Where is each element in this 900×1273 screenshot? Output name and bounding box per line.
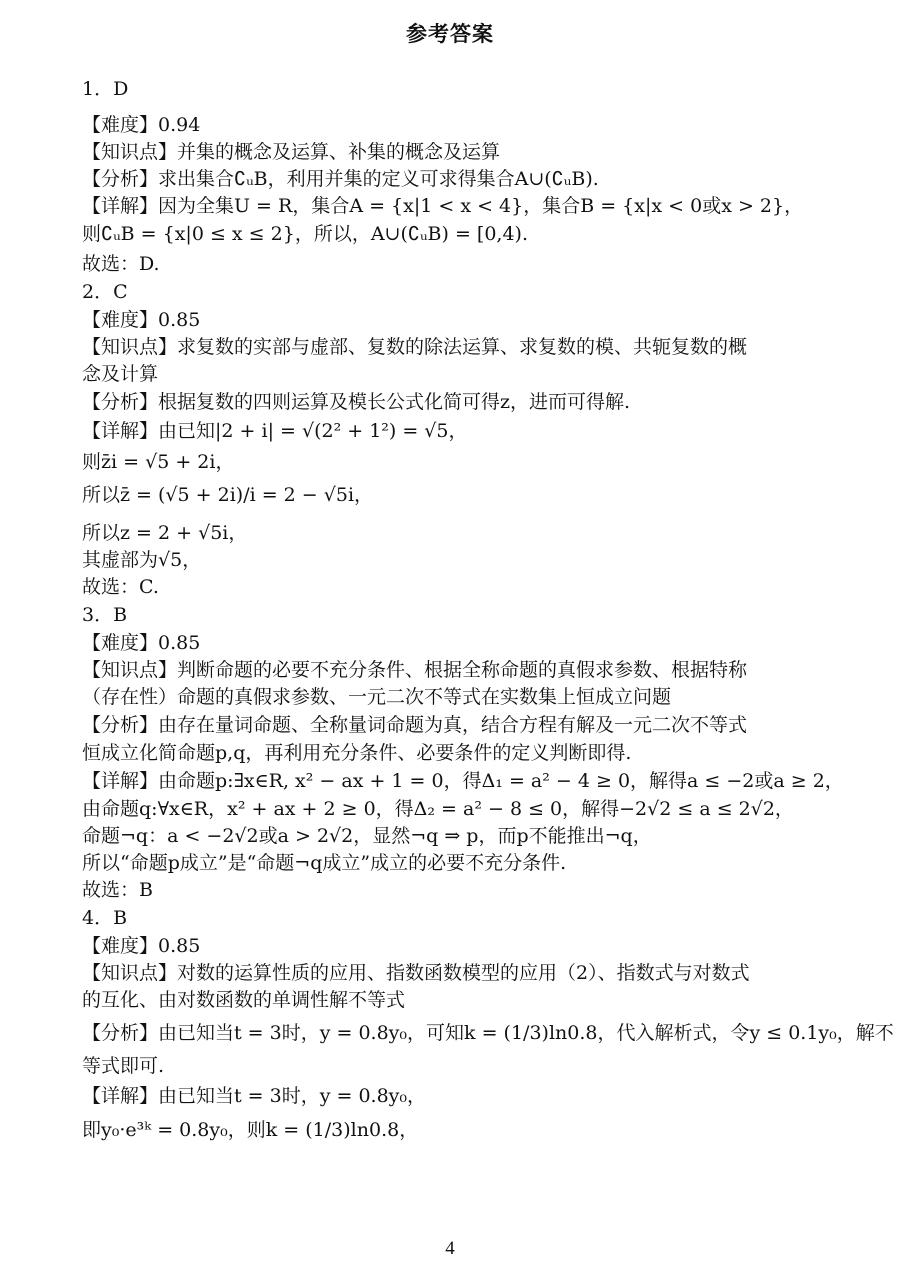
answer-3-knowledge-cont: （存在性）命题的真假求参数、一元二次不等式在实数集上恒成立问题 (82, 686, 672, 708)
answer-2-step-3: 所以z = 2 + √5i， (82, 522, 248, 544)
answer-1-detail-cont: 则∁ᵤB = {x|0 ≤ x ≤ 2}，所以，A∪(∁ᵤB) = [0,4). (82, 223, 528, 245)
answer-3-heading: 3．B (82, 604, 128, 626)
answer-3-step-3: 所以“命题p成立”是“命题¬q成立”成立的必要不充分条件. (82, 852, 567, 874)
answer-2-heading: 2．C (82, 281, 128, 303)
answer-1-heading: 1．D (82, 78, 129, 100)
answer-4-analysis-cont: 等式即可. (82, 1055, 165, 1077)
page-number: 4 (445, 1238, 455, 1259)
answer-4-step-1: 即y₀·e³ᵏ = 0.8y₀，则k = (1/3)ln0.8， (82, 1119, 419, 1141)
answer-4-difficulty: 【难度】0.85 (82, 935, 201, 957)
answer-2-choice: 故选：C. (82, 576, 159, 598)
answer-4-heading: 4．B (82, 907, 128, 929)
answer-4-knowledge-cont: 的互化、由对数函数的单调性解不等式 (82, 989, 406, 1011)
answer-2-difficulty: 【难度】0.85 (82, 309, 201, 331)
answer-2-step-2: 所以z̄ = (√5 + 2i)/i = 2 − √5i， (82, 484, 374, 506)
answer-3-choice: 故选：B (82, 879, 153, 901)
answer-3-detail: 【详解】由命题p:∃x∈R, x² − ax + 1 = 0，得Δ₁ = a² − 4 ≥ 0，解得a ≤ −2或a ≥ 2， (82, 770, 844, 792)
answer-1-knowledge: 【知识点】并集的概念及运算、补集的概念及运算 (82, 141, 501, 163)
answer-3-difficulty: 【难度】0.85 (82, 632, 201, 654)
answer-1-analysis: 【分析】求出集合∁ᵤB，利用并集的定义可求得集合A∪(∁ᵤB). (82, 168, 599, 190)
answer-1-difficulty: 【难度】0.94 (82, 114, 201, 136)
answer-4-analysis: 【分析】由已知当t = 3时，y = 0.8y₀，可知k = (1/3)ln0.8，代入解析式，令y ≤ 0.1y₀，解不 (82, 1022, 894, 1044)
answer-3-analysis-cont: 恒成立化简命题p,q，再利用充分条件、必要条件的定义判断即得. (82, 742, 632, 764)
answer-3-analysis: 【分析】由存在量词命题、全称量词命题为真，结合方程有解及一元二次不等式 (82, 714, 748, 736)
answer-2-detail: 【详解】由已知|2 + i| = √(2² + 1²) = √5， (82, 420, 468, 442)
answer-3-knowledge: 【知识点】判断命题的必要不充分条件、根据全称命题的真假求参数、根据特称 (82, 659, 748, 681)
answer-2-step-1: 则z̄i = √5 + 2i， (82, 451, 235, 473)
answer-4-knowledge: 【知识点】对数的运算性质的应用、指数函数模型的应用（2）、指数式与对数式 (82, 962, 750, 984)
answer-2-analysis: 【分析】根据复数的四则运算及模长公式化简可得z，进而可得解. (82, 391, 631, 413)
answer-4-detail: 【详解】由已知当t = 3时，y = 0.8y₀， (82, 1085, 427, 1107)
answer-3-step-1: 由命题q:∀x∈R，x² + ax + 2 ≥ 0，得Δ₂ = a² − 8 ≤ 0，解得−2√2 ≤ a ≤ 2√2， (82, 798, 794, 820)
page-title: 参考答案 (406, 21, 494, 46)
answer-2-step-4: 其虚部为√5， (82, 549, 202, 571)
answer-1-choice: 故选：D. (82, 253, 160, 275)
answer-3-step-2: 命题¬q：a < −2√2或a > 2√2，显然¬q ⇒ p，而p不能推出¬q， (82, 825, 652, 847)
answer-2-knowledge: 【知识点】求复数的实部与虚部、复数的除法运算、求复数的模、共轭复数的概 (82, 336, 748, 358)
answer-2-knowledge-cont: 念及计算 (82, 363, 159, 385)
answer-1-detail: 【详解】因为全集U = R，集合A = {x|1 < x < 4}，集合B = {x|x < 0或x > 2}， (82, 195, 804, 217)
